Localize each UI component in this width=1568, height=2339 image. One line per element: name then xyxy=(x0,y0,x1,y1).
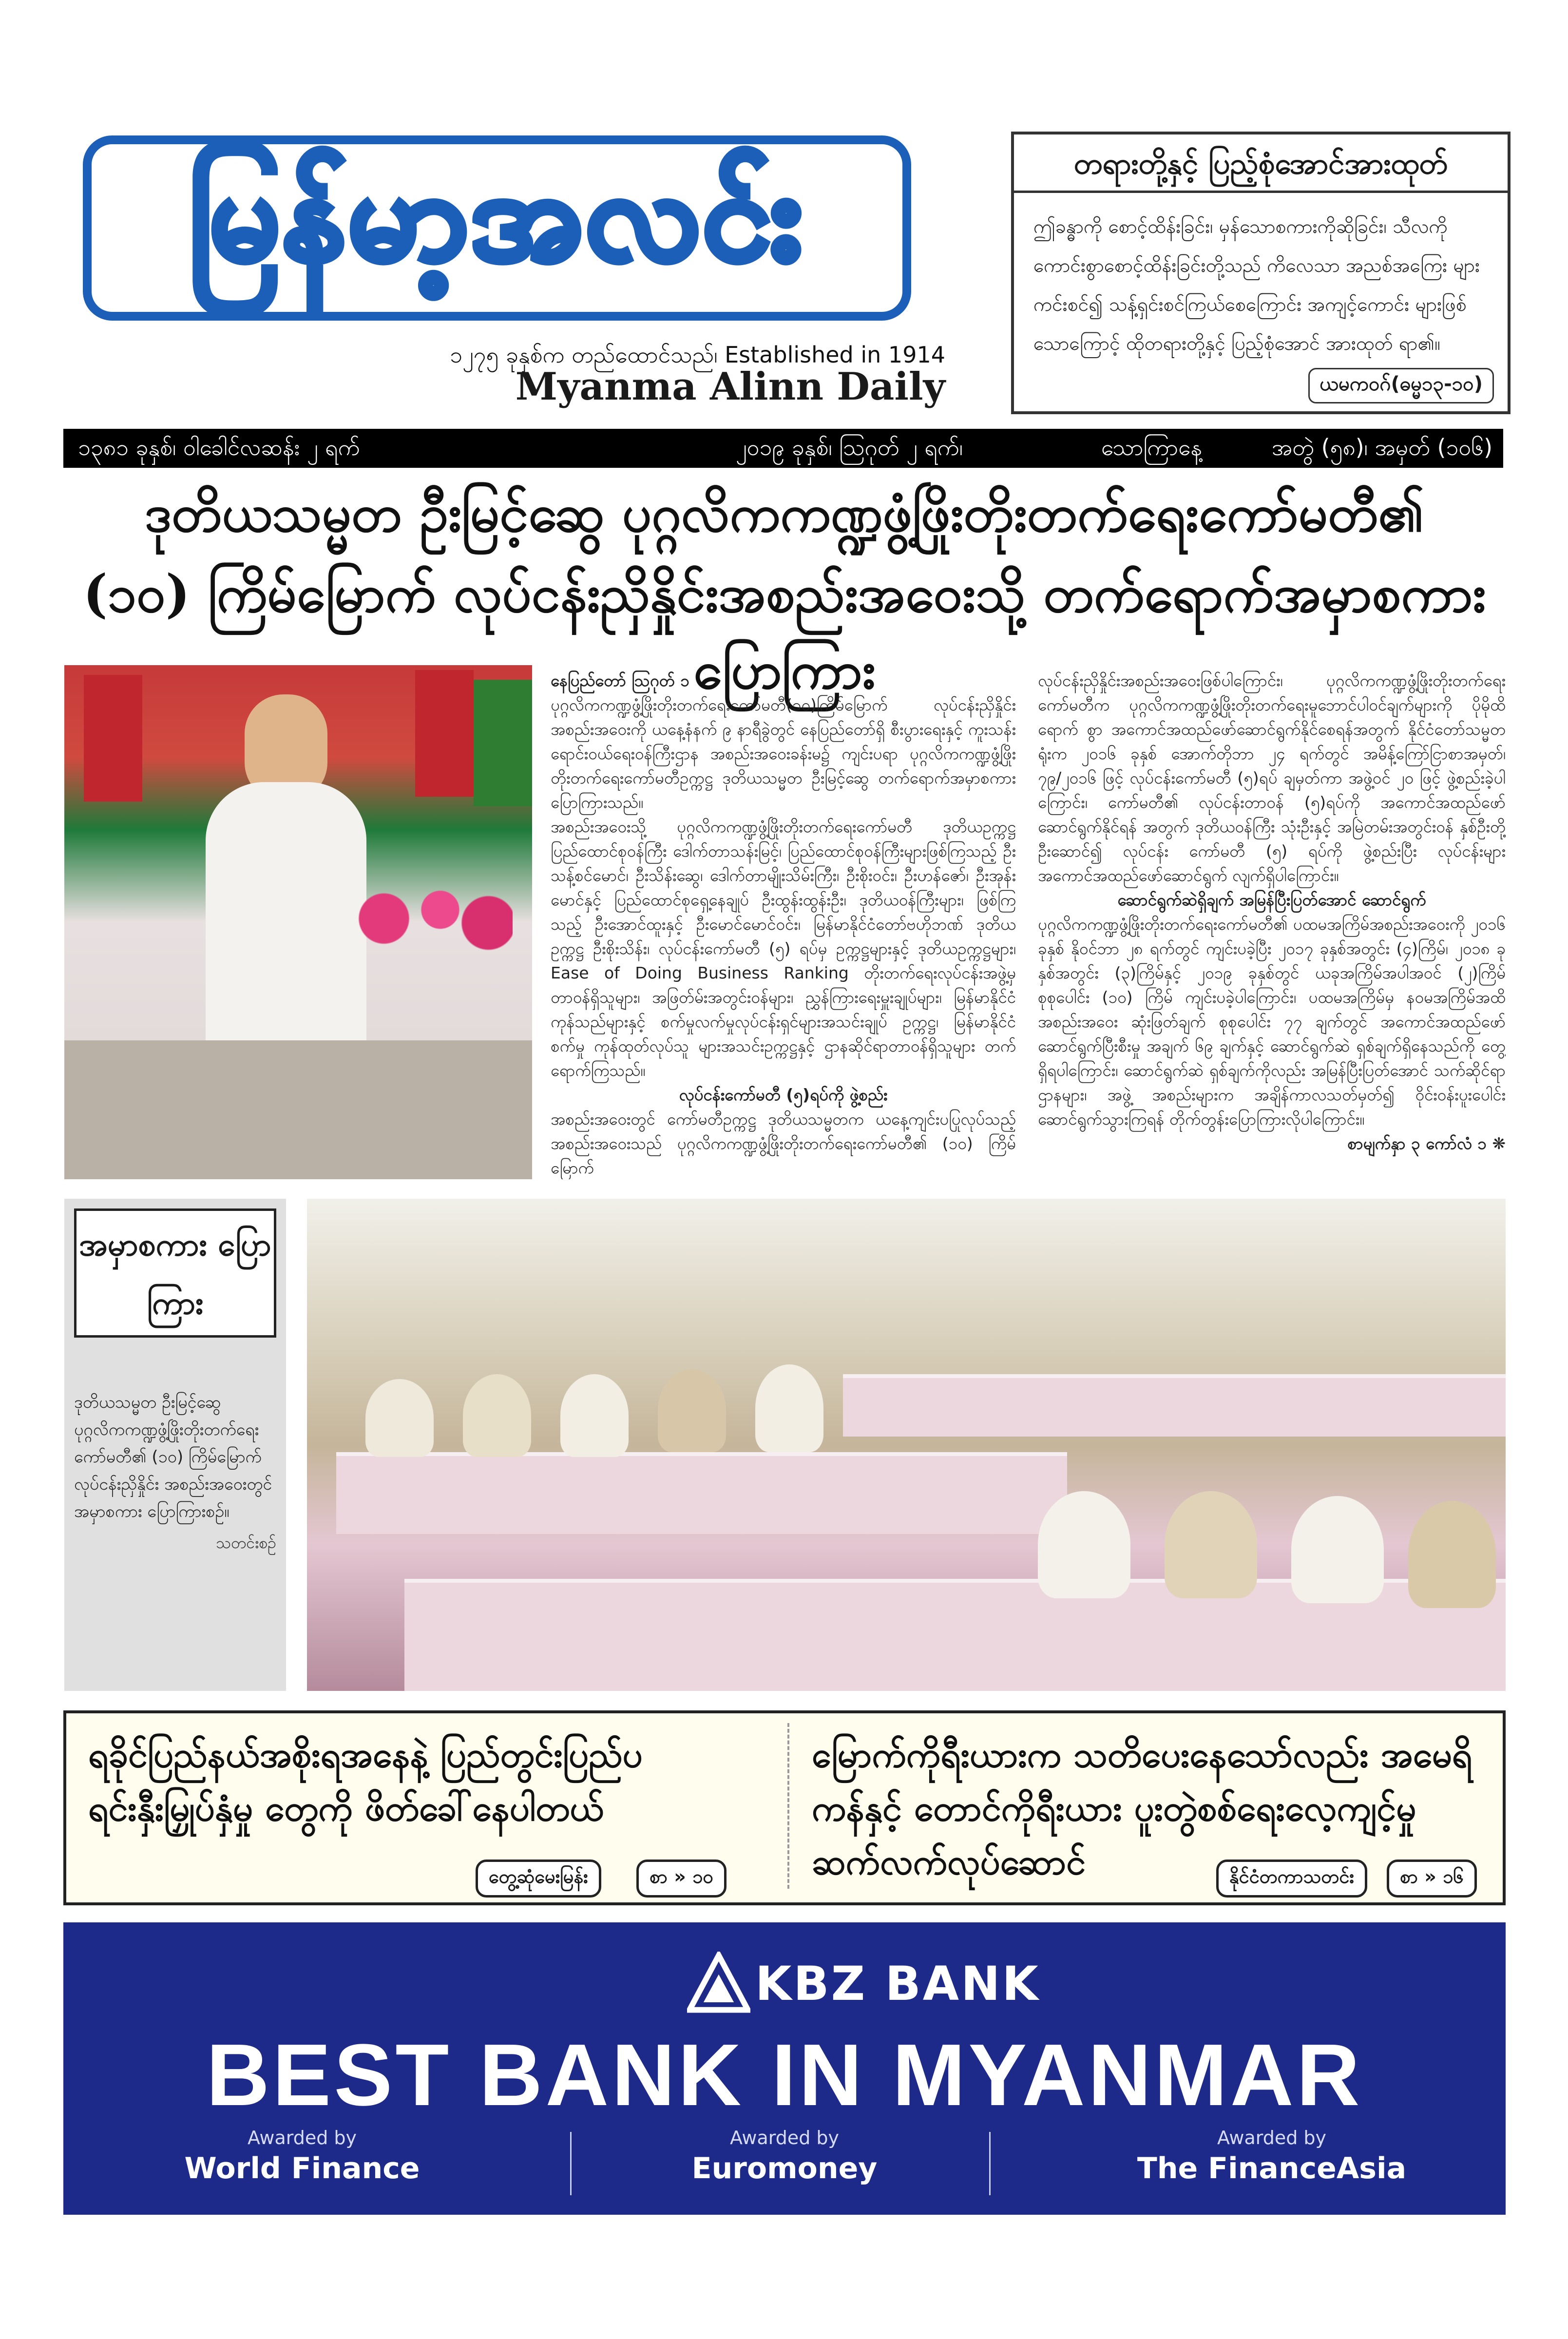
vice-president-speaking-photo xyxy=(64,665,532,1179)
article-paragraph: ပုဂ္ဂလိကကဏ္ဍဖွံ့ဖြိုးတိုးတက်ရေးကော်မတီ(၁၀)ကြိမ်မြောက် လုပ်ငန်းညှိနှိုင်း အစည်းအဝေးကို ယနေ့နံနက် ၉ နာရီခွဲတွင် နေပြည်တော်ရှိ စီးပွားရေးနှင့် ကူးသန်း ရောင်းဝယ်ရေးဝန်ကြီးဌာန အစည်းအဝေးခန်းမ၌ ကျင်းပရာ ပုဂ္ဂလိကကဏ္ဍဖွံ့ဖြိုး တိုးတက်ရေးကော်မတီဥက္ကဋ္ဌ ဒုတိယသမ္မတ ဦးမြင့်ဆွေ တက်ရောက်အမှာစကား ပြောကြားသည်။ xyxy=(551,695,1016,812)
article-subheading: လုပ်ငန်းကော်မတီ (၅)ရပ်ကို ဖွဲ့စည်း xyxy=(679,1085,888,1104)
award-2 xyxy=(565,2127,1004,2186)
kbz-bank-advertisement[interactable] xyxy=(63,1922,1506,2215)
award-name: Euromoney xyxy=(691,2151,878,2186)
headline-line-2: (၁၀) ကြိမ်မြောက် လုပ်ငန်းညှိနှိုင်းအစည်းအဝေးသို့ တက်ရောက်အမှာစကား ပြောကြား xyxy=(83,563,1486,700)
established-line: ၁၂၇၅ ခုနှစ်က တည်ထောင်သည်၊ Established in 1914 xyxy=(450,342,945,368)
headline-line-1: ဒုတိယသမ္မတ ဦးမြင့်ဆွေ ပုဂ္ဂလိကကဏ္ဍဖွံ့ဖြိုးတိုးတက်ရေးကော်မတီ၏ xyxy=(144,482,1425,543)
masthead-title: မြန်မာ့အလင်း xyxy=(190,143,804,287)
quote-source: ယမကဝဂ်(ဓမ္မ၁၃-၁၀) xyxy=(1308,368,1494,403)
article-dateline: နေပြည်တော် ဩဂုတ် ၁ xyxy=(551,671,689,690)
date-bar xyxy=(63,429,1503,468)
caption-text: ဒုတိယသမ္မတ ဦးမြင့်ဆွေ ပုဂ္ဂလိကကဏ္ဍဖွံ့ဖြိုးတိုးတက်ရေးကော်မတီ၏ (၁၀) ကြိမ်မြောက် လုပ်ငန်းညှိနှိုင်း အစည်းအဝေးတွင် အမှာစကား ပြောကြားစဉ်။ xyxy=(74,1393,272,1521)
attendee xyxy=(1291,1496,1384,1603)
promo-left-section-tag: တွေ့ဆုံမေးမြန်း xyxy=(476,1860,601,1898)
podium-table xyxy=(64,1040,532,1179)
masthead-logo xyxy=(83,135,911,321)
myanmar-date: ၁၃၈၁ ခုနှစ်၊ ဝါခေါင်လဆန်း ၂ ရက် xyxy=(78,434,360,460)
promo-right-section-tag: နိုင်ငံတကာသတင်း xyxy=(1216,1860,1367,1898)
award-label: Awarded by xyxy=(247,2127,357,2148)
article-paragraph: အစည်းအဝေးသို့ ပုဂ္ဂလိကကဏ္ဍဖွံ့ဖြိုးတိုးတက်ရေးကော်မတီ ဒုတိယဥက္ကဋ္ဌ ပြည်ထောင်စုဝန်ကြီး ဒေါက်တာသန်းမြင့်၊ ပြည်ထောင်စုဝန်ကြီးများဖြစ်ကြသည့် ဦးသန့်စင်မောင်၊ ဦးသိန်းဆွေ၊ ဒေါက်တာမျိုးသိမ်းကြီး၊ ဦးစိုးဝင်း၊ ဦးဟန်ဇော်၊ ဦးအုန်းမောင်နှင့် ပြည်ထောင်စုရှေ့နေချုပ် ဦးထွန်းထွန်းဦး၊ ဒုတိယဝန်ကြီးများ၊ ဖြစ်ကြ သည့် ဦးအောင်ထူးနှင့် ဦးမောင်မောင်ဝင်း၊ မြန်မာနိုင်ငံတော်ဗဟိုဘဏ် ဒုတိယဥက္ကဋ္ဌ ဦးစိုးသိန်း၊ လုပ်ငန်းကော်မတီ (၅) ရပ်မှ ဥက္ကဋ္ဌများနှင့် ဒုတိယဥက္ကဋ္ဌများ၊ Ease of Doing Business Ranking တိုးတက်ရေးလုပ်ငန်းအဖွဲ့မှ တာဝန်ရှိသူများ၊ အဖြတ်မ်းအတွင်းဝန်များ၊ ညွှန်ကြားရေးမှူးချုပ်များ၊ မြန်မာနိုင်ငံ ကုန်သည်များနှင့် စက်မှုလက်မှုလုပ်ငန်းရှင်များအသင်းချုပ် ဥက္ကဋ္ဌ၊ မြန်မာနိုင်ငံစက်မှု ကုန်ထုတ်လုပ်သူ များအသင်းဥက္ကဋ္ဌနှင့် ဌာနဆိုင်ရာတာဝန်ရှိသူများ တက်ရောက်ကြသည်။ xyxy=(551,817,1016,1080)
continued-on-page[interactable]: စာမျက်နှာ ၃ ကော်လံ ၁ ❋ xyxy=(1347,1134,1506,1153)
kbz-triangle-logo-icon xyxy=(687,1952,750,2015)
attendee xyxy=(1165,1491,1257,1598)
meeting-photo xyxy=(307,1199,1506,1691)
gregorian-date: ၂၀၁၉ ခုနှစ်၊ ဩဂုတ် ၂ ရက်၊ xyxy=(736,434,963,460)
award-label: Awarded by xyxy=(1217,2127,1327,2148)
award-name: The FinanceAsia xyxy=(1137,2151,1407,2186)
article-subheading: ဆောင်ရွက်ဆဲရှိချက် အမြန်ပြီးပြတ်အောင် ဆောင်ရွက် xyxy=(1117,890,1426,909)
volume-issue: အတွဲ (၅၈)၊ အမှတ် (၁၀၆) xyxy=(1272,434,1493,460)
photo-credit: သတင်းစဉ် xyxy=(216,1534,276,1552)
article-column-1 xyxy=(551,669,1016,1179)
article-paragraph: အစည်းအဝေးတွင် ကော်မတီဥက္ကဋ္ဌ ဒုတိယသမ္မတက ယနေ့ကျင်းပပြုလုပ်သည့် အစည်းအဝေးသည် ပုဂ္ဂလိကကဏ္ဍဖွံ့ဖြိုးတိုးတက်ရေးကော်မတီ၏ (၁၀) ကြိမ်မြောက် xyxy=(551,1110,1016,1177)
attendee xyxy=(755,1364,823,1452)
article-column-2 xyxy=(1038,669,1506,1179)
quote-title: တရားတို့နှင့် ပြည့်စုံအောင်အားထုတ် xyxy=(1014,134,1508,193)
conference-table xyxy=(336,1452,1067,1534)
promo-left-page-ref[interactable]: စာ » ၁၀ xyxy=(636,1860,727,1898)
award-1 xyxy=(83,2127,521,2186)
flower-arrangement xyxy=(352,875,513,962)
award-separator xyxy=(989,2132,991,2195)
attendee xyxy=(1408,1501,1496,1608)
photo-caption-box xyxy=(64,1199,286,1691)
promo-divider xyxy=(787,1723,789,1889)
article-paragraph: ပုဂ္ဂလိကကဏ္ဍဖွံ့ဖြိုးတိုးတက်ရေးကော်မတီ၏ ပထမအကြိမ်အစည်းအဝေးကို ၂၀၁၆ ခုနှစ် နိုဝင်ဘာ ၂၈ ရက်တွင် ကျင်းပခဲ့ပြီး ၂၀၁၇ ခုနှစ်အတွင်း (၄)ကြိမ်၊ ၂၀၁၈ ခုနှစ်အတွင်း (၃)ကြိမ်နှင့် ၂၀၁၉ ခုနှစ်တွင် ယခုအကြိမ်အပါအဝင် (၂)ကြိမ် စုစုပေါင်း (၁၀) ကြိမ် ကျင်းပခဲ့ပါကြောင်း၊ ပထမအကြိမ်မှ နဝမအကြိမ်အထိ အစည်းအဝေး ဆုံးဖြတ်ချက် စုစုပေါင်း ၇၇ ချက်တွင် အကောင်အထည်ဖော် ဆောင်ရွက်ပြီးစီးမှု အချက် ၆၉ ချက်နှင့် ဆောင်ရွက်ဆဲ ရှစ်ချက်ရှိနေသည်ကို တွေ့ရှိရပါကြောင်း၊ ဆောင်ရွက်ဆဲ ရှစ်ချက်ကိုလည်း အမြန်ပြီးပြတ်အောင် သက်ဆိုင်ရာဌာနများ၊ အဖွဲ့ အစည်းများက အချိန်ကာလသတ်မှတ်၍ ဝိုင်းဝန်းပူးပေါင်းဆောင်ရွက်သွားကြရန် တိုက်တွန်းပြောကြားလိုပါကြောင်း။ xyxy=(1038,915,1506,1129)
quote-text: ဤခန္ဓာကို စောင့်ထိန်းခြင်း၊ မှန်သောစကားကိုဆိုခြင်း၊ သီလကို ကောင်းစွာစောင့်ထိန်းခြင်းတို့သည် ကိလေသာ အညစ်အကြေး များ ကင်းစင်၍ သန့်ရှင်းစင်ကြယ်စေကြောင်း အကျင့်ကောင်း များဖြစ်သောကြောင့် ထိုတရားတို့နှင့် ပြည့်စုံအောင် အားထုတ် ရာ၏။ xyxy=(1033,216,1480,355)
flag-decoration xyxy=(474,680,532,806)
flag-decoration xyxy=(84,675,142,802)
promo-right-page-ref[interactable]: စာ » ၁၆ xyxy=(1387,1860,1477,1898)
promo-left-headline[interactable]: ရခိုင်ပြည်နယ်အစိုးရအနေနဲ့ ပြည်တွင်းပြည်ပရင်းနှီးမြှုပ်နှံမှု တွေကို ဖိတ်ခေါ်နေပါတယ် xyxy=(88,1734,643,1829)
ad-brand-name: KBZ BANK xyxy=(755,1956,1040,2011)
award-name: World Finance xyxy=(184,2151,420,2186)
promo-right-headline[interactable]: မြောက်ကိုရီးယားက သတိပေးနေသော်လည်း အမေရိကန်နှင့် တောင်ကိုရီးယား ပူးတွဲစစ်ရေးလေ့ကျင့်မှု ဆက်လက်လုပ်ဆောင် xyxy=(812,1734,1472,1882)
award-label: Awarded by xyxy=(729,2127,840,2148)
award-3 xyxy=(1052,2127,1491,2186)
dhamma-quote-box xyxy=(1011,132,1511,414)
attendee xyxy=(560,1374,629,1457)
attendee xyxy=(1038,1491,1130,1598)
attendee xyxy=(365,1379,434,1457)
masthead-english-title: Myanma Alinn Daily xyxy=(515,364,945,409)
weekday: သောကြာနေ့ xyxy=(1101,434,1202,460)
conference-table xyxy=(843,1374,1506,1437)
flag-decoration xyxy=(415,670,474,797)
caption-title: အမှာစကား ပြောကြား xyxy=(74,1208,276,1338)
promo-teasers xyxy=(63,1710,1506,1905)
ad-headline: BEST BANK IN MYANMAR xyxy=(206,2026,1363,2124)
attendee xyxy=(463,1374,531,1457)
article-paragraph: လုပ်ငန်းညှိနှိုင်းအစည်းအဝေးဖြစ်ပါကြောင်း၊ ပုဂ္ဂလိကကဏ္ဍဖွံ့ဖြိုးတိုးတက်ရေး ကော်မတီက ပုဂ္ဂလိကကဏ္ဍဖွံ့ဖြိုးတိုးတက်ရေးမူဘောင်ပါဝင်ချက်များကို ပိုမိုထိရောက် စွာ အကောင်အထည်ဖော်ဆောင်ရွက်နိုင်စေရန်အတွက် နိုင်ငံတော်သမ္မတရုံးက ၂၀၁၆ ခုနှစ် အောက်တိုဘာ ၂၄ ရက်တွင် အမိန့်ကြော်ငြာစာအမှတ်၊ ၇၉/၂၀၁၆ ဖြင့် လုပ်ငန်းကော်မတီ (၅)ရပ် ချမှတ်ကာ အဖွဲ့ဝင် ၂၀ ဖြင့် ဖွဲ့စည်းခဲ့ပါကြောင်း၊ ကော်မတီ၏ လုပ်ငန်းတာဝန် (၅)ရပ်ကို အကောင်အထည်ဖော်ဆောင်ရွက်နိုင်ရန် အတွက် ဒုတိယဝန်ကြီး သုံးဦးနှင့် အမြဲတမ်းအတွင်းဝန် နှစ်ဦးတို့ ဦးဆောင်၍ လုပ်ငန်း ကော်မတီ (၅) ရပ်ကို ဖွဲ့စည်းပြီး လုပ်ငန်းများ အကောင်အထည်ဖော်ဆောင်ရွက် လျက်ရှိပါကြောင်း။ xyxy=(1038,671,1506,885)
attendee xyxy=(658,1369,726,1452)
